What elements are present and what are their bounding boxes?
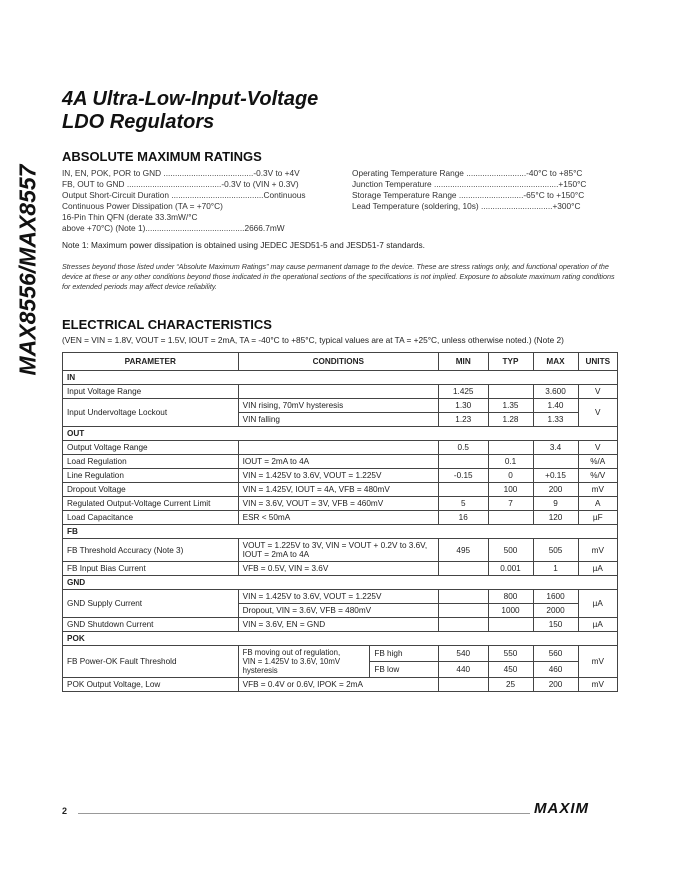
amr-item: Continuous Power Dissipation (TA = +70°C) <box>62 201 223 211</box>
amr-item: IN, EN, POK, POR to GND .......................................-0.3V to +4V <box>62 168 300 178</box>
amr-item: FB, OUT to GND .........................................-0.3V to (VIN + 0.3V) <box>62 179 299 189</box>
amr-item: above +70°C) (Note 1)...........................................2666.7mW <box>62 223 285 233</box>
amr-heading: ABSOLUTE MAXIMUM RATINGS <box>62 149 262 164</box>
amr-item: Lead Temperature (soldering, 10s) ...............................+300°C <box>352 201 581 211</box>
electrical-characteristics-table <box>62 352 618 692</box>
table-row: VIN falling 1.23 1.28 1.33 <box>63 413 618 427</box>
title-line-2: LDO Regulators <box>62 111 215 133</box>
document-title <box>62 88 318 134</box>
table-row: Input Undervoltage Lockout VIN rising, 70mV hysteresis 1.30 1.35 1.40 V <box>63 399 618 413</box>
amr-item: Junction Temperature ......................................................+150°C <box>352 179 587 189</box>
table-row: Dropout, VIN = 3.6V, VFB = 480mV 1000 2000 <box>63 604 618 618</box>
footer-rule <box>78 813 530 814</box>
table-header-row <box>63 353 618 371</box>
table-row: FB Power-OK Fault Threshold FB moving out of regulation, VIN = 1.425V to 3.6V, 10mV hysteresis FB high 540 550 560 mV <box>63 646 618 662</box>
page-number: 2 <box>62 806 68 816</box>
section-row: POK <box>63 632 618 646</box>
side-title: MAX8556/MAX8557 <box>14 164 41 376</box>
amr-left-column <box>62 168 305 234</box>
maxim-logo: MAXIM <box>534 800 589 817</box>
amr-item: Operating Temperature Range ..........................-40°C to +85°C <box>352 168 583 178</box>
table-row: Dropout Voltage VIN = 1.425V, IOUT = 4A, VFB = 480mV 100 200 mV <box>63 483 618 497</box>
amr-item: 16-Pin Thin QFN (derate 33.3mW/°C <box>62 212 198 222</box>
stress-disclaimer: Stresses beyond those listed under “Absolute Maximum Ratings” may cause permanent damage to the device. These are stress ratings only, and functional operation of the device at these or any other conditions beyond those indicated in the operational sections of the specifications is not implied. Exposure to absolute maximum rating conditions for extended periods may affect device reliability. <box>62 262 615 291</box>
ec-heading: ELECTRICAL CHARACTERISTICS <box>62 317 272 332</box>
note-1: Note 1: Maximum power dissipation is obtained using JEDEC JESD51-5 and JESD51-7 standards. <box>62 240 425 250</box>
table-row: FB Threshold Accuracy (Note 3) VOUT = 1.225V to 3V, VIN = VOUT + 0.2V to 3.6V, IOUT = 2mA to 4A 495 500 505 mV <box>63 539 618 562</box>
amr-item: Storage Temperature Range ............................-65°C to +150°C <box>352 190 585 200</box>
table-row: Load Regulation IOUT = 2mA to 4A 0.1 %/A <box>63 455 618 469</box>
table-row: Load Capacitance ESR < 50mA 16 120 µF <box>63 511 618 525</box>
column-header: PARAMETER <box>63 353 239 371</box>
table-row: Output Voltage Range 0.5 3.4 V <box>63 441 618 455</box>
table-row: Regulated Output-Voltage Current Limit VIN = 3.6V, VOUT = 3V, VFB = 460mV 5 7 9 A <box>63 497 618 511</box>
column-header: MIN <box>438 353 488 371</box>
ec-conditions: (VEN = VIN = 1.8V, VOUT = 1.5V, IOUT = 2mA, TA = -40°C to +85°C, typical values are at TA = +25°C, unless otherwise noted.) (Note 2) <box>62 335 564 345</box>
table-row: GND Shutdown Current VIN = 3.6V, EN = GND 150 µA <box>63 618 618 632</box>
section-row: GND <box>63 576 618 590</box>
section-row: FB <box>63 525 618 539</box>
title-line-1: 4A Ultra-Low-Input-Voltage <box>62 88 319 110</box>
column-header: TYP <box>488 353 533 371</box>
column-header: MAX <box>533 353 578 371</box>
table-row: Input Voltage Range 1.425 3.600 V <box>63 385 618 399</box>
section-row: OUT <box>63 427 618 441</box>
column-header: CONDITIONS <box>238 353 438 371</box>
table-row: FB Input Bias Current VFB = 0.5V, VIN = 3.6V 0.001 1 µA <box>63 562 618 576</box>
column-header: UNITS <box>578 353 617 371</box>
table-row: POK Output Voltage, Low VFB = 0.4V or 0.6V, IPOK = 2mA 25 200 mV <box>63 678 618 692</box>
amr-item: Output Short-Circuit Duration ........................................Continuous <box>62 190 306 200</box>
table-row: FB low 440 450 460 <box>63 662 618 678</box>
section-row: IN <box>63 371 618 385</box>
amr-right-column <box>352 168 586 212</box>
table-row: Line Regulation VIN = 1.425V to 3.6V, VOUT = 1.225V -0.15 0 +0.15 %/V <box>63 469 618 483</box>
table-row: GND Supply Current VIN = 1.425V to 3.6V, VOUT = 1.225V 800 1600 µA <box>63 590 618 604</box>
